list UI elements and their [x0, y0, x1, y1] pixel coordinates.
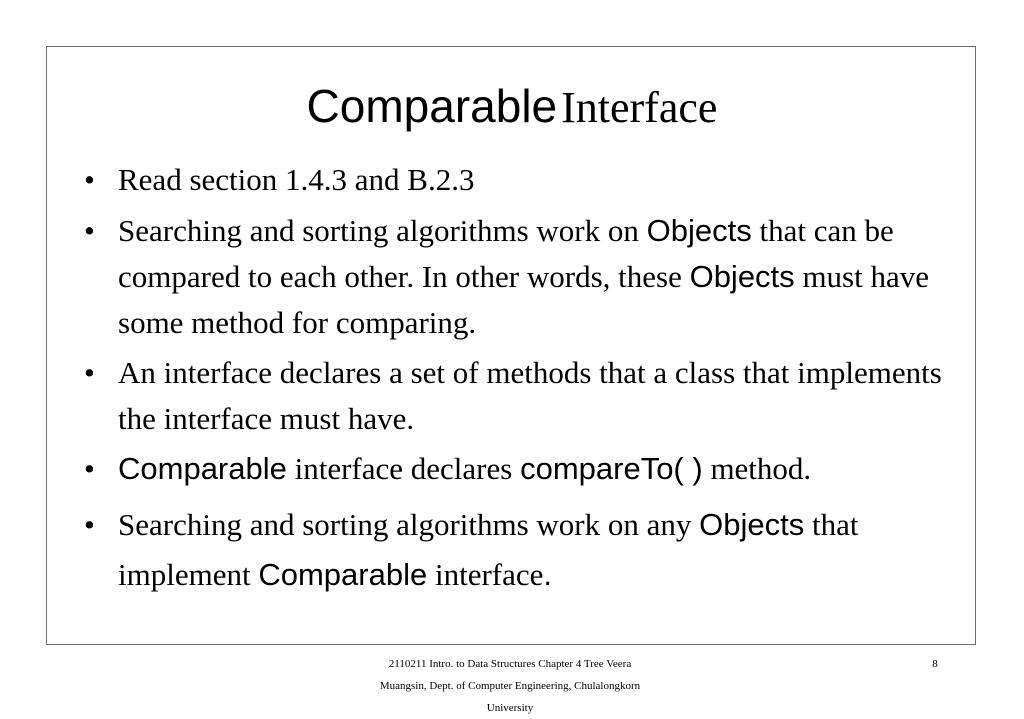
footer-line: Muangsin, Dept. of Computer Engineering, Chulalongkorn: [379, 680, 641, 692]
footer-line: 2110211 Intro. to Data Structures Chapter 4 Tree Veera: [388, 658, 632, 670]
bullet-text: interface declares: [286, 451, 521, 486]
bullet-item: [118, 157, 948, 203]
bullet-text: interface: [427, 557, 544, 592]
bullet-text: that can be compared to each other. In other words, these: [118, 213, 894, 294]
bullet-text: must have some method for comparing.: [118, 259, 929, 340]
bullet-item: [118, 446, 948, 492]
bullet-keyword: .: [543, 557, 553, 592]
footer-line: University: [486, 702, 534, 714]
bullet-item: [118, 208, 948, 346]
bullet-item: [118, 500, 948, 600]
bullet-text: Searching and sorting algorithms work on any: [118, 507, 700, 542]
bullet-item: [118, 350, 948, 442]
bullet-keyword: Comparable: [118, 451, 287, 486]
page-number: 8: [932, 658, 938, 670]
bullet-text: Searching and sorting algorithms work on: [118, 213, 647, 248]
bullet-text: method.: [702, 451, 812, 486]
bullet-keyword: compareTo( ): [520, 451, 703, 486]
bullet-keyword: Objects: [699, 507, 805, 542]
bullet-keyword: Objects: [646, 213, 752, 248]
bullet-text: that implement: [118, 507, 859, 592]
bullet-keyword: Objects: [689, 259, 795, 294]
slide-footer: [330, 653, 690, 719]
bullet-text: An interface declares a set of methods that a class that implements the interface must have.: [118, 355, 942, 436]
title-text: Interface: [561, 83, 718, 132]
bullet-keyword: Comparable: [258, 557, 428, 592]
bullet-text: Read section 1.4.3 and B.2.3: [118, 162, 475, 197]
title-keyword: Comparable: [306, 80, 558, 132]
